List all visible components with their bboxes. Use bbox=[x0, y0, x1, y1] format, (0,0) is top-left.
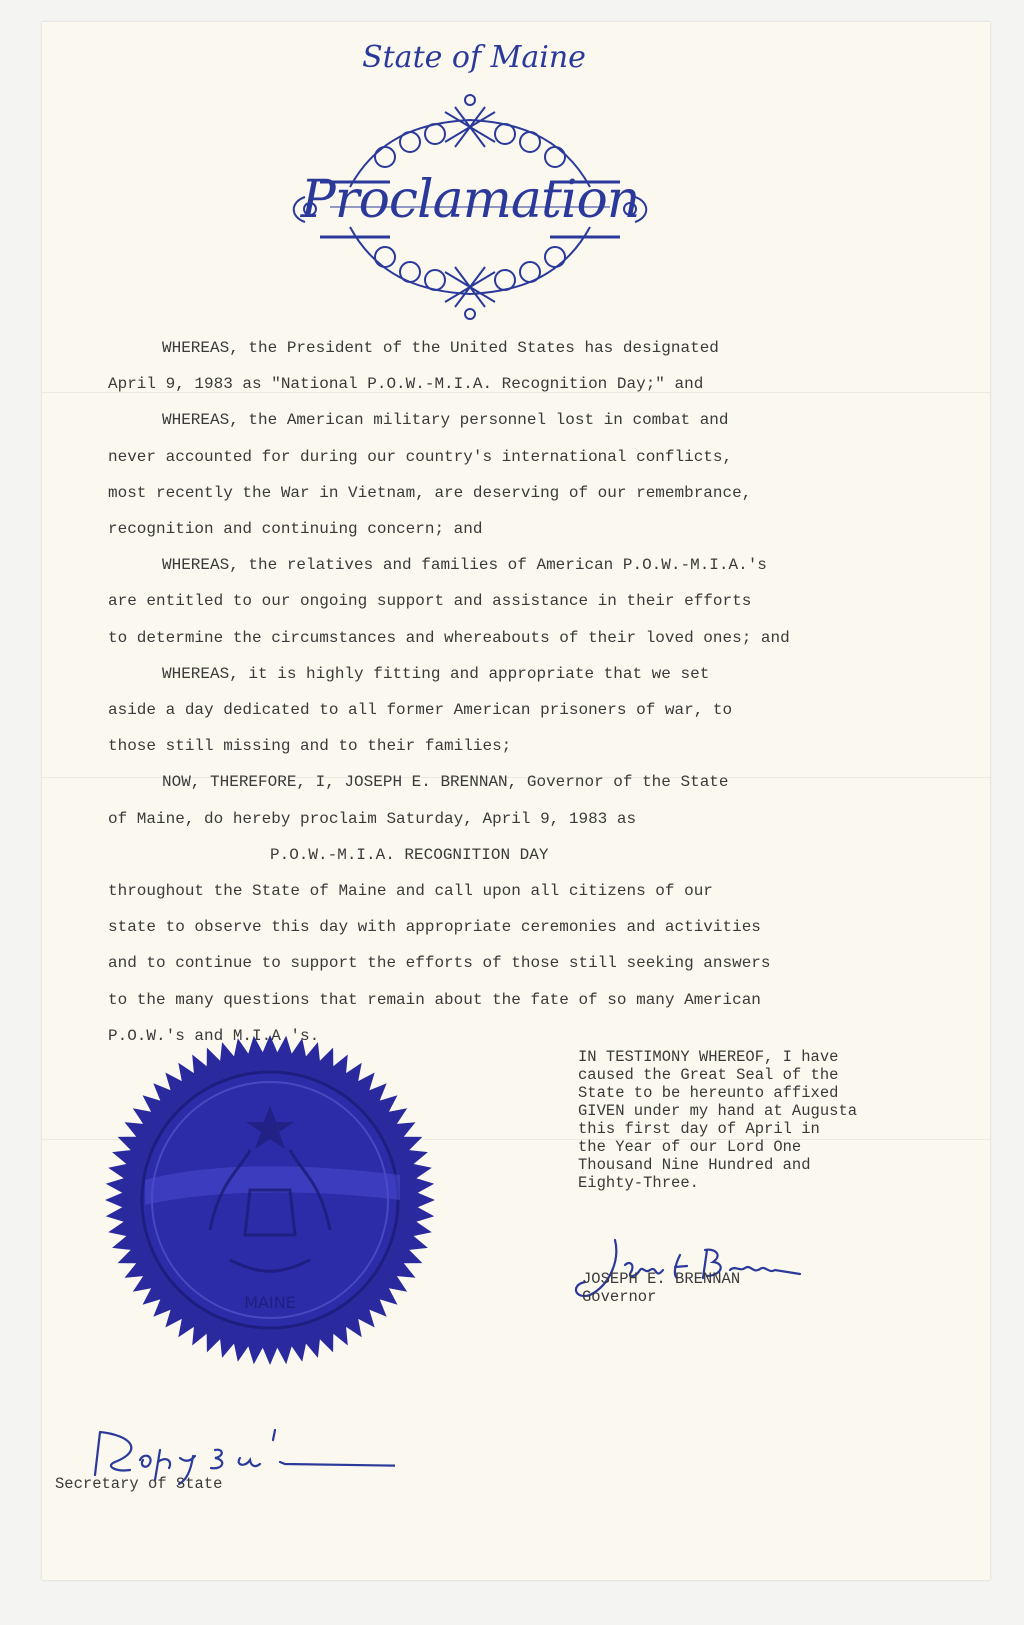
body-line: most recently the War in Vietnam, are deserving of our remembrance, bbox=[108, 483, 752, 502]
testimony-line: GIVEN under my hand at Augusta bbox=[578, 1102, 858, 1120]
body-line: WHEREAS, the American military personnel lost in combat and bbox=[162, 411, 729, 430]
body-line: WHEREAS, the relatives and families of American P.O.W.-M.I.A.'s bbox=[162, 556, 767, 575]
great-seal-of-maine bbox=[100, 1030, 440, 1370]
seal-text: MAINE bbox=[244, 1293, 296, 1312]
body-line: April 9, 1983 as "National P.O.W.-M.I.A. Recognition Day;" and bbox=[108, 375, 704, 394]
body-line: state to observe this day with appropriate ceremonies and activities bbox=[108, 918, 761, 937]
body-line: never accounted for during our country's international conflicts, bbox=[108, 447, 733, 466]
governor-name: JOSEPH E. BRENNAN bbox=[582, 1270, 741, 1288]
testimony-line: the Year of our Lord One bbox=[578, 1138, 802, 1156]
proclamation-title: Proclamation bbox=[300, 170, 640, 230]
body-line: are entitled to our ongoing support and assistance in their efforts bbox=[108, 592, 752, 611]
body-line: WHEREAS, the President of the United States has designated bbox=[162, 339, 719, 357]
body-line: aside a day dedicated to all former American prisoners of war, to bbox=[108, 701, 733, 720]
body-line: recognition and continuing concern; and bbox=[108, 520, 483, 539]
secretary-title: Secretary of State bbox=[55, 1475, 223, 1493]
testimony-block bbox=[578, 1048, 938, 1192]
recognition-day-heading: P.O.W.-M.I.A. RECOGNITION DAY bbox=[270, 845, 549, 864]
state-title: State of Maine bbox=[362, 40, 586, 75]
governor-block bbox=[582, 1270, 740, 1306]
body-line: P.O.W.'s and M.I.A.'s. bbox=[108, 1026, 320, 1045]
body-line: to the many questions that remain about the fate of so many American bbox=[108, 990, 761, 1009]
testimony-line: Eighty-Three. bbox=[578, 1174, 699, 1192]
proclamation-body bbox=[108, 330, 908, 1054]
body-line: to determine the circumstances and whereabouts of their loved ones; and bbox=[108, 628, 790, 647]
body-line: throughout the State of Maine and call upon all citizens of our bbox=[108, 882, 713, 901]
testimony-line: this first day of April in bbox=[578, 1120, 820, 1138]
body-line: and to continue to support the efforts of those still seeking answers bbox=[108, 954, 771, 973]
testimony-line: caused the Great Seal of the bbox=[578, 1066, 839, 1084]
testimony-line: Thousand Nine Hundred and bbox=[578, 1156, 811, 1174]
testimony-line: IN TESTIMONY WHEREOF, I have bbox=[578, 1048, 839, 1066]
body-line: those still missing and to their families; bbox=[108, 737, 512, 756]
body-line: WHEREAS, it is highly fitting and appropriate that we set bbox=[162, 664, 710, 683]
body-line: NOW, THEREFORE, I, JOSEPH E. BRENNAN, Governor of the State bbox=[162, 773, 729, 792]
governor-title: Governor bbox=[582, 1288, 657, 1306]
body-line: of Maine, do hereby proclaim Saturday, April 9, 1983 as bbox=[108, 809, 637, 828]
testimony-line: State to be hereunto affixed bbox=[578, 1084, 839, 1102]
